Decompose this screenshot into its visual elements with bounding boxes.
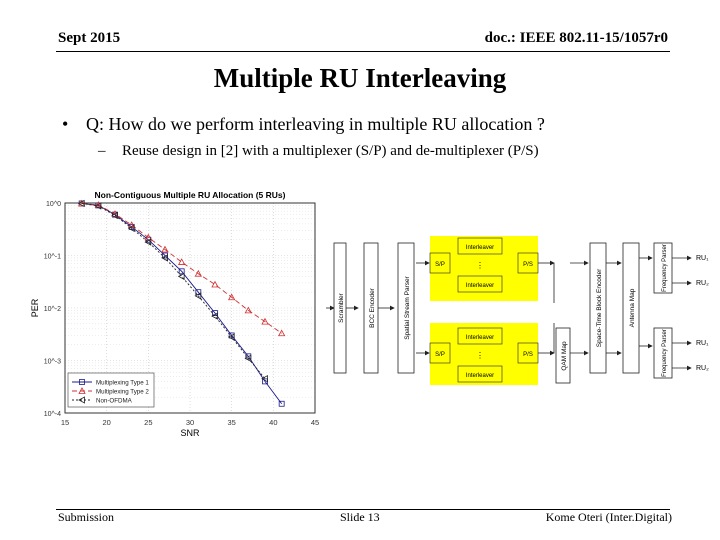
interleaver-1b-label: Interleaver	[465, 283, 495, 289]
per-vs-snr-chart	[30, 183, 325, 445]
legend-entry: Multiplexing Type 1	[96, 379, 149, 387]
y-tick-label: 10^-2	[43, 306, 61, 313]
x-tick-label: 45	[310, 418, 320, 427]
header-doc-id: doc.: IEEE 802.11-15/1057r0	[484, 30, 668, 46]
stream-parser-label: Spatial Stream Parser	[404, 276, 411, 340]
qam-map-label: QAM Map	[561, 341, 568, 371]
series-3	[79, 200, 268, 381]
x-tick-label: 30	[185, 418, 195, 427]
x-tick-label: 15	[60, 418, 70, 427]
scrambler-label: Scrambler	[338, 293, 345, 323]
bullet-dot-icon: •	[62, 114, 69, 134]
series-marker	[212, 282, 218, 288]
bcc-encoder-label: BCC Encoder	[369, 288, 376, 328]
series-line	[82, 203, 282, 333]
series-line	[82, 203, 265, 378]
footer-slide-number: Slide 13	[340, 510, 380, 524]
sp-label-1: S/P	[435, 262, 445, 268]
tx-block-diagram	[326, 228, 720, 388]
frequency-parser-1-label: Frequency Parser	[662, 244, 668, 292]
footer-author: Kome Oteri (Inter.Digital)	[545, 510, 672, 524]
y-tick-label: 10^-4	[43, 411, 61, 418]
series-marker	[179, 259, 185, 265]
header-rule	[56, 51, 670, 52]
x-tick-label: 20	[102, 418, 111, 427]
x-tick-label: 40	[269, 418, 278, 427]
series-2	[79, 200, 285, 335]
interleaver-1a-label: Interleaver	[465, 245, 495, 251]
chart-y-ticks	[44, 201, 61, 418]
ru-label-4: RU₂	[696, 365, 709, 372]
bullet-dash-icon: –	[98, 143, 106, 159]
ru-label-1: RU₁	[696, 255, 709, 262]
ps-label-2: P/S	[523, 352, 533, 358]
lane2-ellipsis: ⋮	[476, 351, 484, 360]
header-date: Sept 2015	[58, 30, 121, 46]
ru-label-2: RU₂	[696, 280, 709, 287]
chart-y-label: PER	[30, 298, 40, 318]
legend-entry: Multiplexing Type 2	[96, 388, 149, 396]
ru-label-3: RU₁	[696, 340, 709, 347]
chart-x-ticks	[61, 418, 319, 427]
chart-title: Non-Contiguous Multiple RU Allocation (5 RUs)	[94, 190, 286, 200]
frequency-parser-2-label: Frequency Parser	[662, 329, 668, 377]
series-marker	[179, 273, 185, 279]
slide-title: Multiple RU Interleaving	[213, 63, 507, 93]
y-tick-label: 10^0	[46, 201, 61, 208]
legend-entry: Non-OFDMA	[96, 397, 132, 405]
lane1-ellipsis: ⋮	[476, 261, 484, 270]
interleaver-2a-label: Interleaver	[465, 335, 495, 341]
bullet-main-text: Q: How do we perform interleaving in multiple RU allocation ?	[86, 114, 545, 134]
y-tick-label: 10^-3	[43, 358, 61, 366]
x-tick-label: 35	[227, 418, 236, 427]
chart-x-label: SNR	[180, 428, 200, 438]
bullet-sub-text: Reuse design in [2] with a multiplexer (S/P) and de-multiplexer (P/S)	[122, 143, 539, 159]
x-tick-label: 25	[144, 418, 153, 427]
y-tick-label: 10^-1	[43, 253, 61, 261]
ps-label-1: P/S	[523, 262, 533, 268]
interleaver-2b-label: Interleaver	[465, 373, 495, 379]
sp-label-2: S/P	[435, 352, 445, 358]
stbc-label: Space-Time Block Encoder	[596, 268, 603, 348]
antenna-map-label: Antenna Map	[629, 288, 636, 328]
bullet-sub	[98, 143, 539, 160]
chart-legend	[68, 373, 154, 407]
bullet-main	[62, 114, 545, 135]
footer-submission: Submission	[58, 510, 115, 524]
